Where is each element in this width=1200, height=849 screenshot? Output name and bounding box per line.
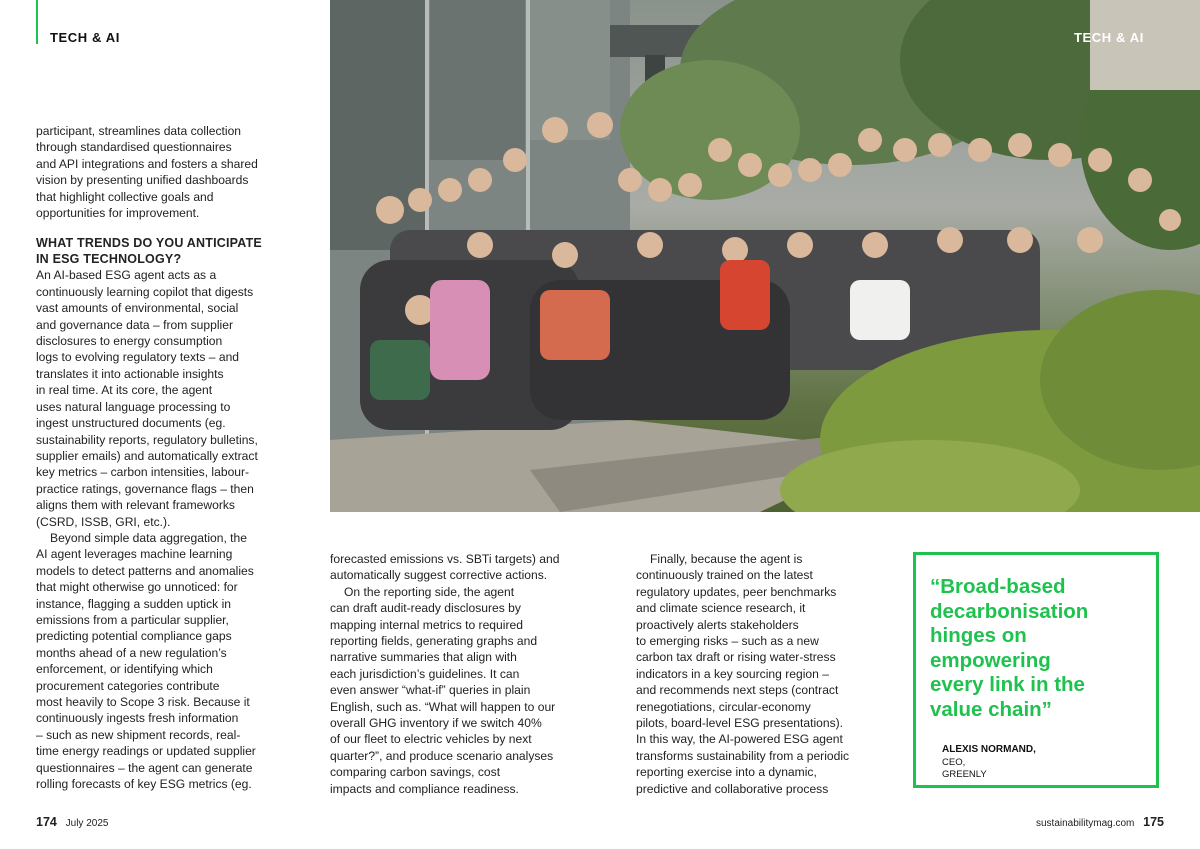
column-3 bbox=[636, 551, 876, 797]
section-heading: WHAT TRENDS DO YOU ANTICIPATE IN ESG TECHNOLOGY? bbox=[36, 236, 262, 267]
paragraph-forecast: forecasted emissions vs. SBTi targets) and automatically suggest corrective actions. bbox=[330, 552, 560, 583]
pull-quote-text: “Broad-based decarbonisation hinges on empowering every link in the value chain” bbox=[930, 575, 1089, 721]
footer-right bbox=[1036, 815, 1164, 829]
column-2 bbox=[330, 551, 575, 797]
quote-attribution-name: ALEXIS NORMAND, bbox=[942, 744, 1036, 755]
page-number-left: 174 bbox=[36, 815, 57, 829]
team-photo bbox=[330, 0, 1200, 512]
section-tag-left: TECH & AI bbox=[50, 30, 120, 45]
website-link[interactable]: sustainabilitymag.com bbox=[1035, 818, 1135, 829]
paragraph-final: Finally, because the agent is continuously trained on the latest regulatory updates, peer benchmarks and climate science research, it proactively alerts stakeholders to emerging risks – such as a new carbon tax draft or rising water-stress indicators in a key sourcing region – and recommends next steps (contract renegotiations, circular-economy pilots, board-level ESG presentations). In this way, the AI-powered ESG agent transforms sustainability from a periodic reporting exercise into a dynamic, predictive and collaborative process bbox=[636, 552, 850, 796]
column-1 bbox=[36, 123, 276, 792]
pull-quote-box bbox=[913, 552, 1159, 788]
section-tag-right: TECH & AI bbox=[1074, 30, 1144, 45]
accent-rule-left bbox=[36, 0, 38, 44]
footer-left bbox=[36, 815, 108, 829]
paragraph-beyond: Beyond simple data aggregation, the AI agent leverages machine learning models to detect patterns and anomalies that might otherwise go unnoticed: for instance, flagging a sudden uptick in emissions from a particular supplier, predicting potential compliance gaps months ahead of a new regulation’s enforcement, or identifying which procurement categories contribute most heavily to Scope 3 risk. Because it continuously ingests fresh information – such as new shipment records, real- time energy readings or updated supplier questionnaires – the agent can generate rolling forecasts of key ESG metrics (eg. bbox=[36, 530, 256, 792]
paragraph-intro: participant, streamlines data collection through standardised questionnaires and API integrations and fosters a shared vision by presenting unified dashboards that highlight collective goals and opportunities for improvement. bbox=[36, 124, 258, 221]
team-photo-illustration bbox=[330, 0, 1200, 512]
paragraph-reporting: On the reporting side, the agent can draft audit-ready disclosures by mapping internal metrics to required reporting fields, generating graphs and narrative summaries that align with each jurisdiction’s guidelines. It can even answer “what-if” queries in plain English, such as. “What will happen to our overall GHG inventory if we switch 40% of our fleet to electric vehicles by next quarter?”, and produce scenario analyses comparing carbon savings, cost impacts and compliance readiness. bbox=[330, 584, 556, 796]
issue-date: July 2025 bbox=[65, 818, 109, 829]
page-number-right: 175 bbox=[1143, 815, 1164, 829]
quote-attribution-role: CEO, bbox=[942, 756, 966, 768]
quote-attribution-org: GREENLY bbox=[942, 769, 987, 780]
paragraph-ai-agent: An AI-based ESG agent acts as a continuously learning copilot that digests vast amounts of environmental, social and governance data – from supplier disclosures to energy consumption logs to evolving regulatory texts – and translates it into actionable insights in real time. At its core, the agent uses natural language processing to ingest unstructured documents (eg. sustainability reports, regulatory bulletins, supplier emails) and automatically extract key metrics – carbon intensities, labour- practice ratings, governance flags – then aligns them with relevant frameworks (CSRD, ISSB, GRI, etc.). bbox=[36, 268, 258, 529]
